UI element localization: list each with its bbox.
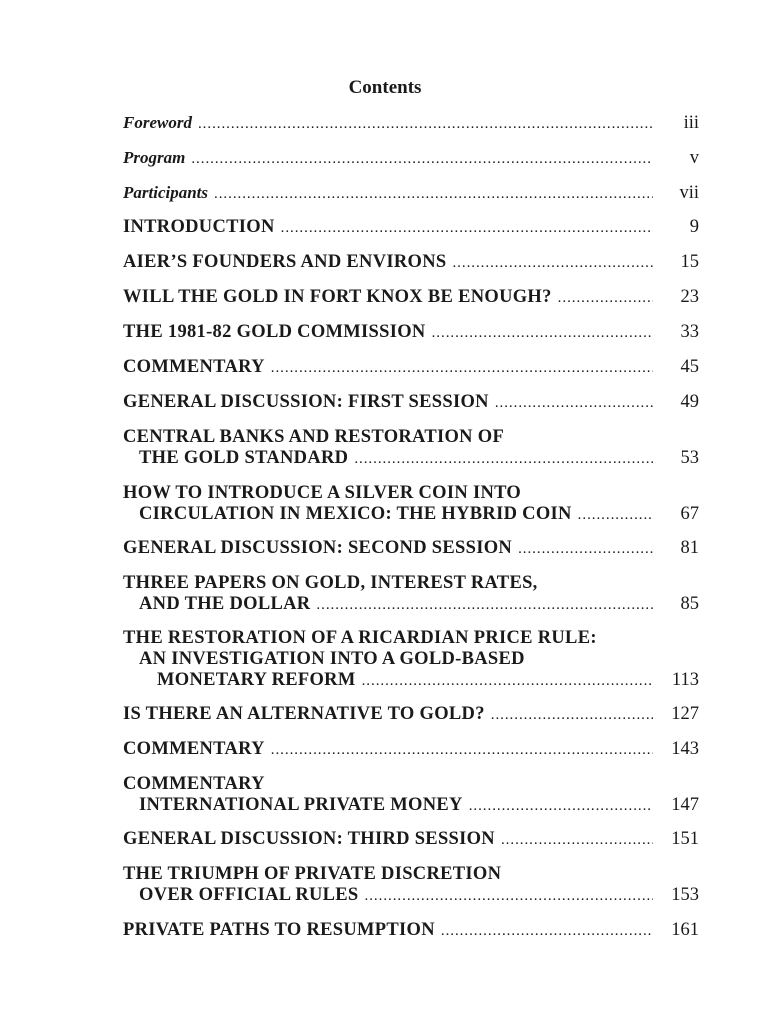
page-number: 33 [680,322,699,342]
dot-leader [518,539,653,560]
dot-leader [316,595,653,616]
toc-entry-title: GENERAL DISCUSSION: FIRST SESSION [123,392,489,412]
dot-leader [558,288,653,309]
toc-entry [123,739,699,760]
dot-leader [271,358,653,379]
toc-entry-title: AIER’S FOUNDERS AND ENVIRONS [123,252,447,272]
page-title: Contents [348,77,422,98]
page-number: 113 [671,670,699,690]
page-number: 53 [680,448,699,468]
page-number: 127 [671,704,699,724]
toc-entry-title: THE RESTORATION OF A RICARDIAN PRICE RULE: [123,628,597,648]
toc-entry [123,573,699,615]
toc-entry-title: Foreword [123,113,192,132]
toc-entry-title: GENERAL DISCUSSION: THIRD SESSION [123,829,495,849]
toc-entry-title: THE GOLD STANDARD [139,448,349,468]
page-number: vii [679,183,699,203]
toc-entry-title: GENERAL DISCUSSION: SECOND SESSION [123,538,513,558]
toc-entry-title: AN INVESTIGATION INTO A GOLD-BASED [139,649,525,669]
dot-leader [441,921,653,942]
dot-leader [578,505,653,526]
toc-entry [123,217,699,238]
toc-entry-title: COMMENTARY [123,739,265,759]
page-number: 85 [680,594,699,614]
toc-entry [123,704,699,725]
toc-entry [123,483,699,525]
dot-leader [495,393,653,414]
page-number: 9 [689,217,699,237]
toc-entry-title: HOW TO INTRODUCE A SILVER COIN INTO [123,483,522,503]
toc-entry [123,829,699,850]
toc-entry-title: CIRCULATION IN MEXICO: THE HYBRID COIN [139,504,572,524]
dot-leader [271,740,653,761]
page-number: 45 [680,357,699,377]
page-number: v [689,148,699,168]
toc-entry-title: MONETARY REFORM [157,670,356,690]
page-number: 161 [671,920,699,940]
toc-entry [123,864,699,906]
page-number: 15 [680,252,699,272]
dot-leader [501,830,653,851]
toc-entry-title: OVER OFFICIAL RULES [139,885,359,905]
toc-entry [123,357,699,378]
toc-entry-title: THREE PAPERS ON GOLD, INTEREST RATES, [123,573,538,593]
dot-leader [362,671,653,692]
toc-entry [123,427,699,469]
dot-leader [214,184,653,205]
toc-entry-title: WILL THE GOLD IN FORT KNOX BE ENOUGH? [123,287,552,307]
page-number: iii [683,113,699,133]
page-number: 147 [671,795,699,815]
toc-entry-title: INTERNATIONAL PRIVATE MONEY [139,795,463,815]
dot-leader [354,449,653,470]
dot-leader [198,114,653,135]
toc-entry [123,774,699,816]
toc-entry-title: Participants [123,183,209,202]
page-number: 23 [680,287,699,307]
page-number: 49 [680,392,699,412]
dot-leader [452,253,653,274]
toc-entry-title: PRIVATE PATHS TO RESUMPTION [123,920,435,940]
toc-entry [123,538,699,559]
page-number: 143 [671,739,699,759]
toc-entry [123,252,699,273]
dot-leader [281,218,653,239]
toc-entry [123,112,699,133]
toc-entry [123,628,699,691]
toc-entry-title: COMMENTARY [123,774,265,794]
dot-leader [432,323,653,344]
dot-leader [365,886,653,907]
toc-entry-title: INTRODUCTION [123,217,275,237]
page-number: 81 [680,538,699,558]
toc-entry-title: AND THE DOLLAR [139,594,311,614]
toc-entry [123,182,699,203]
toc-entry-title: THE 1981-82 GOLD COMMISSION [123,322,426,342]
toc-entry-title: Program [123,148,186,167]
toc-entry-title: IS THERE AN ALTERNATIVE TO GOLD? [123,704,485,724]
toc-entry-title: COMMENTARY [123,357,265,377]
toc-entry [123,920,699,941]
page-number: 151 [671,829,699,849]
toc-entry [123,287,699,308]
page-number: 153 [671,885,699,905]
page-number: 67 [680,504,699,524]
toc-entry [123,392,699,413]
toc-entry [123,147,699,168]
dot-leader [191,149,653,170]
toc-entry-title: CENTRAL BANKS AND RESTORATION OF [123,427,505,447]
toc-entry-title: THE TRIUMPH OF PRIVATE DISCRETION [123,864,502,884]
dot-leader [491,705,653,726]
dot-leader [469,796,653,817]
toc-entry [123,322,699,343]
